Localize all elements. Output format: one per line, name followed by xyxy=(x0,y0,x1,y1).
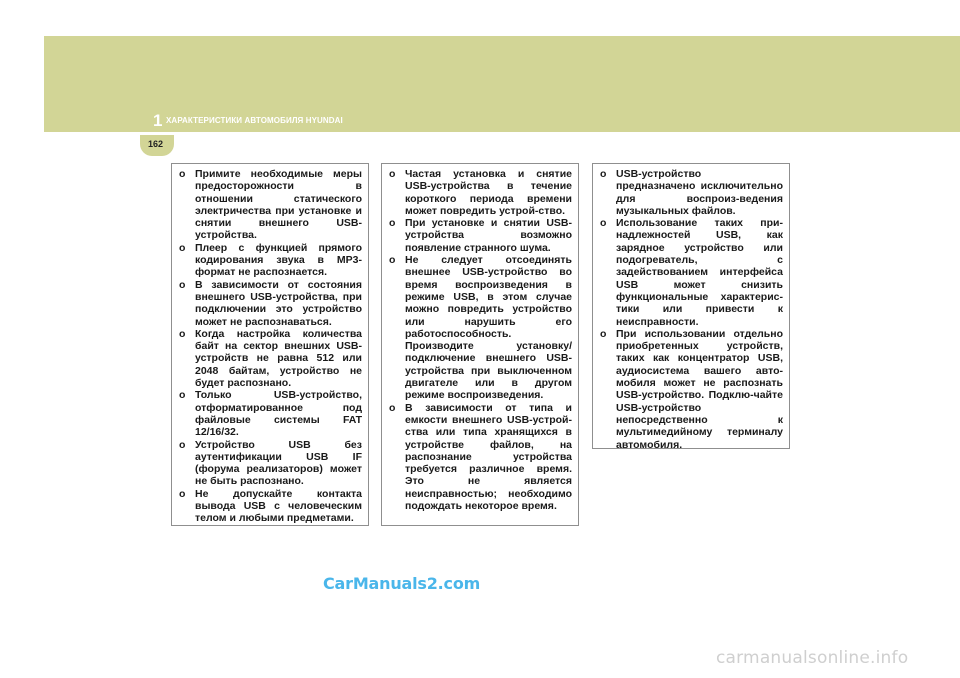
list-item xyxy=(178,242,362,279)
list-item xyxy=(178,279,362,328)
bullet-marker: o xyxy=(389,217,396,230)
list-item-text: Плеер с функцией прямого кодирования звука в MP3-формат не распознается. xyxy=(195,241,362,279)
list-item-text: Не допускайте контакта вывода USB с человеческим телом и любыми предметами. xyxy=(195,487,362,525)
bullet-list xyxy=(178,168,362,525)
list-item-text: При использовании отдельно приобретенных устройств, таких как концентратор USB, аудиосистема вашего авто-мобиля может не распознать USB-устройство. Подклю-чайте USB-устройство непосредственно к мультимедийному терминалу автомобиля. xyxy=(616,327,783,451)
list-item xyxy=(388,168,572,217)
bullet-marker: o xyxy=(179,487,186,500)
bullet-marker: o xyxy=(179,389,186,402)
text-column-3 xyxy=(592,163,790,449)
bullet-marker: o xyxy=(600,168,607,180)
list-item xyxy=(599,328,783,451)
list-item-text: При установке и снятии USB-устройства возможно появление странного шума. xyxy=(405,217,572,254)
list-item-text: Частая установка и снятие USB-устройства в течение короткого периода времени может повредить устрой-ство. xyxy=(405,168,572,217)
bullet-marker: o xyxy=(600,217,607,230)
chapter-title: ХАРАКТЕРИСТИКИ АВТОМОБИЛЯ HYUNDAI xyxy=(166,116,343,125)
list-item xyxy=(599,168,783,217)
page-number: 162 xyxy=(148,139,164,149)
bullet-list xyxy=(388,168,572,512)
list-item xyxy=(388,217,572,254)
bullet-marker: o xyxy=(179,241,186,254)
bullet-marker: o xyxy=(389,168,396,180)
list-item-text: Примите необходимые меры предосторожности в отношении статического электричества при установке и снятии внешнего USB-устройства. xyxy=(195,168,362,242)
chapter-number: 1 xyxy=(153,111,163,130)
list-item-text: В зависимости от типа и емкости внешнего USB-устрой-ства или типа хранящихся в устройстве файлов, на распознание устройства требуется различное время. Это не является неисправностью; необходимо подождать некоторое время. xyxy=(405,401,572,513)
watermark-link[interactable]: CarManuals2.com xyxy=(323,574,481,593)
bullet-marker: o xyxy=(179,168,186,180)
list-item-text: Не следует отсоединять внешнее USB-устройство во время воспроизведения в режиме USB, в этом случае можно повредить устройство или нарушить его работоспособность. Производите установку/подключение внешнего USB-устройства при выключенном двигателе или в другом режиме воспроизведения. xyxy=(405,254,572,402)
list-item xyxy=(599,217,783,328)
list-item-text: Устройство USB без аутентификации USB IF (форума реализаторов) может не быть распознано. xyxy=(195,438,362,488)
list-item xyxy=(388,254,572,402)
list-item-text: Когда настройка количества байт на сектор внешних USB-устройств не равна 512 или 2048 байтам, устройство не будет распознано. xyxy=(195,327,362,390)
list-item xyxy=(178,439,362,488)
list-item xyxy=(178,488,362,525)
list-item xyxy=(178,389,362,438)
list-item-text: Использование таких при-надлежностей USB, как зарядное устройство или подогреватель, с задействованием интерфейса USB может снизить функциональные характерис-тики или привести к неисправности. xyxy=(616,217,783,328)
list-item xyxy=(388,402,572,513)
text-column-2 xyxy=(381,163,579,526)
bullet-marker: o xyxy=(179,438,186,451)
list-item xyxy=(178,328,362,389)
bullet-marker: o xyxy=(179,278,186,291)
bullet-marker: o xyxy=(389,401,396,414)
list-item-text: В зависимости от состояния внешнего USB-устройства, при подключении это устройство может не распознаваться. xyxy=(195,278,362,328)
bullet-marker: o xyxy=(179,327,186,340)
text-column-1 xyxy=(171,163,369,526)
list-item-text: USB-устройство предназначено исключительно для воспроиз-ведения музыкальных файлов. xyxy=(616,168,783,217)
list-item xyxy=(178,168,362,242)
watermark-text: carmanualsonline.info xyxy=(716,648,909,668)
list-item-text: Только USB-устройство, отформатированное под файловые системы FAT 12/16/32. xyxy=(195,389,362,439)
bullet-marker: o xyxy=(600,327,607,340)
bullet-marker: o xyxy=(389,254,396,267)
bullet-list xyxy=(599,168,783,451)
